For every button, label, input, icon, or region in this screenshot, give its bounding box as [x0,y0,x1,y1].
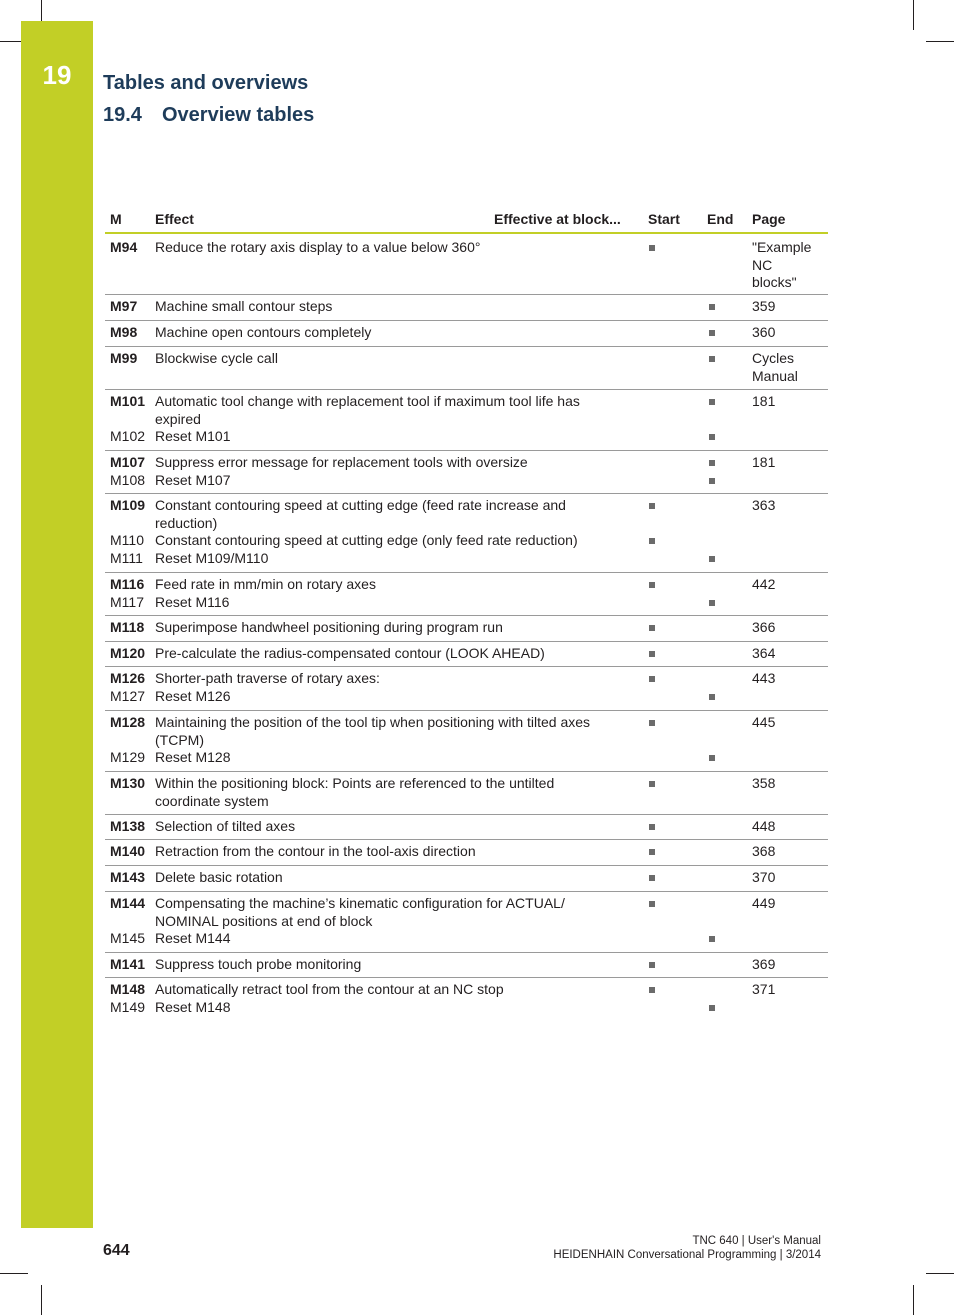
effect-text: reduction) [155,514,218,531]
m-function-code: M99 [110,350,138,366]
effect-text: Automatically retract tool from the contour at an NC stop [155,981,504,997]
m-function-code: M138 [110,818,146,834]
end-marker [709,304,715,310]
start-marker [649,538,655,544]
effect-text: Compensating the machine’s kinematic configuration for ACTUAL/ [155,895,565,911]
page-reference: 359 [752,298,776,314]
page-reference: 368 [752,843,776,859]
footer-manual: TNC 640 | User's Manual [692,1235,821,1247]
end-marker [709,478,715,484]
header-start: Start [648,211,680,227]
effect-text: Reset M116 [155,593,230,610]
table-row [105,294,828,321]
m-function-code: M110 [110,532,144,548]
m-function-code: M109 [110,497,146,513]
page-reference: 181 [752,393,776,409]
end-marker [709,936,715,942]
m-function-code: M144 [110,895,146,911]
effect-text: Reset M101 [155,428,231,444]
page-reference: 358 [752,775,776,791]
table-row [105,320,828,347]
crop-mark [41,0,42,21]
m-function-code: M148 [110,981,146,997]
header-m: M [110,211,122,227]
effect-text: Shorter-path traverse of rotary axes: [155,670,380,686]
m-function-code: M145 [110,930,146,946]
m-function-code: M102 [110,428,146,444]
effect-text: Retraction from the contour in the tool-axis direction [155,843,476,859]
m-function-code: M94 [110,239,138,255]
m-function-code: M107 [110,454,146,470]
m-function-code: M143 [110,869,146,885]
start-marker [649,582,655,588]
m-function-code: M111 [110,549,143,566]
effect-text: Blockwise cycle call [155,350,278,366]
page-reference: NC [752,256,773,273]
effect-text: Suppress error message for replacement tools with oversize [155,454,528,470]
table-row [105,814,828,840]
crop-mark [926,1273,954,1274]
chapter-number: 19 [42,60,72,90]
effect-text: Delete basic rotation [155,869,283,885]
effect-text: (TCPM) [155,731,204,748]
effect-text: Suppress touch probe monitoring [155,956,362,972]
table-row [105,839,828,866]
end-marker [709,356,715,362]
table-row [105,641,828,667]
m-function-code: M108 [110,471,146,488]
effect-text: Reset M148 [155,998,231,1015]
end-marker [709,434,715,440]
section-number: 19.4 [103,104,142,126]
m-function-code: M98 [110,324,138,340]
page-reference: 369 [752,956,776,972]
start-marker [649,651,655,657]
table-row [105,615,828,642]
effect-text: Reset M107 [155,471,231,488]
m-function-code: M127 [110,687,146,704]
m-function-code: M97 [110,298,138,314]
footer-publication: HEIDENHAIN Conversational Programming | 3/2014 [553,1249,821,1261]
effect-text: Reset M144 [155,930,231,946]
page-reference: 363 [752,497,776,513]
effect-text: Constant contouring speed at cutting edge (only feed rate reduction) [155,532,578,548]
table-row [105,710,828,772]
table-row [105,346,828,390]
page-number: 644 [103,1242,130,1259]
end-marker [709,694,715,700]
effect-text: Pre-calculate the radius-compensated contour (LOOK AHEAD) [155,645,545,661]
effect-text: Selection of tilted axes [155,818,296,834]
page-reference: Manual [752,367,798,384]
page-reference: 449 [752,895,776,911]
effect-text: Reset M126 [155,687,231,704]
table-row [105,891,828,953]
start-marker [649,720,655,726]
table-row [105,235,828,295]
effect-text: Automatic tool change with replacement tool if maximum tool life has [155,393,580,409]
effect-text: NOMINAL positions at end of block [155,912,373,929]
m-function-code: M101 [110,393,146,409]
page-reference: 445 [752,714,776,730]
header-page: Page [752,211,786,227]
end-marker [709,1005,715,1011]
table-row [105,572,828,616]
effect-text: Reset M109/M110 [155,549,269,566]
page-reference: 366 [752,619,776,635]
m-function-code: M140 [110,843,146,859]
effect-text: Reset M128 [155,749,231,765]
m-function-code: M141 [110,956,146,972]
effect-text: coordinate system [155,792,269,809]
end-marker [709,556,715,562]
start-marker [649,901,655,907]
start-marker [649,875,655,881]
start-marker [649,962,655,968]
effect-text: Within the positioning block: Points are referenced to the untilted [155,775,555,791]
page-reference: 371 [752,981,776,997]
start-marker [649,781,655,787]
end-marker [709,460,715,466]
chapter-sidebar [21,21,93,1228]
m-function-code: M120 [110,645,146,661]
chapter-title: Tables and overviews [103,72,309,94]
m-function-code: M129 [110,749,146,765]
page-reference: blocks" [752,274,797,290]
section-title: Overview tables [162,104,315,126]
start-marker [649,676,655,682]
crop-mark [0,1273,28,1274]
crop-mark [41,1285,42,1315]
start-marker [649,849,655,855]
start-marker [649,625,655,631]
effect-text: Machine open contours completely [155,324,372,340]
header-effective-at-block: Effective at block... [494,211,621,227]
header-end: End [707,211,734,227]
table-row [105,865,828,892]
page-reference: 442 [752,576,776,592]
table-row [105,771,828,815]
effect-text: Machine small contour steps [155,298,333,314]
effect-text: Superimpose handwheel positioning during program run [155,619,503,635]
header-effect: Effect [155,211,194,227]
crop-mark [0,41,21,42]
start-marker [649,503,655,509]
effect-text: Reduce the rotary axis display to a value below 360° [155,239,481,255]
effect-text: Feed rate in mm/min on rotary axes [155,576,376,592]
end-marker [709,399,715,405]
crop-mark [913,0,914,30]
effect-text: expired [155,410,201,427]
m-function-code: M128 [110,714,146,730]
m-function-code: M149 [110,998,146,1015]
table-row [105,389,828,451]
effect-text: Constant contouring speed at cutting edge (feed rate increase and [155,497,566,513]
page-reference: 370 [752,869,776,885]
page-reference: 360 [752,324,776,340]
table-row [105,493,828,573]
m-function-code: M130 [110,775,146,791]
table-row [105,666,828,711]
start-marker [649,987,655,993]
end-marker [709,755,715,761]
crop-mark [913,1285,914,1315]
m-function-code: M118 [110,619,145,635]
page-reference: 443 [752,670,776,686]
header-rule [105,232,828,234]
m-function-code: M116 [110,576,145,592]
effect-text: Maintaining the position of the tool tip when positioning with tilted axes [155,714,591,730]
m-function-code: M126 [110,670,146,686]
page-reference: Cycles [752,350,795,366]
crop-mark [926,41,954,42]
page-reference: 364 [752,645,776,661]
end-marker [709,330,715,336]
start-marker [649,245,655,251]
table-row [105,952,828,978]
page-reference: "Example [752,239,812,255]
m-function-code: M117 [110,593,144,610]
page-reference: 181 [752,454,776,470]
table-row [105,450,828,494]
page-reference: 448 [752,818,776,834]
table-row [105,977,828,1020]
end-marker [709,600,715,606]
start-marker [649,824,655,830]
